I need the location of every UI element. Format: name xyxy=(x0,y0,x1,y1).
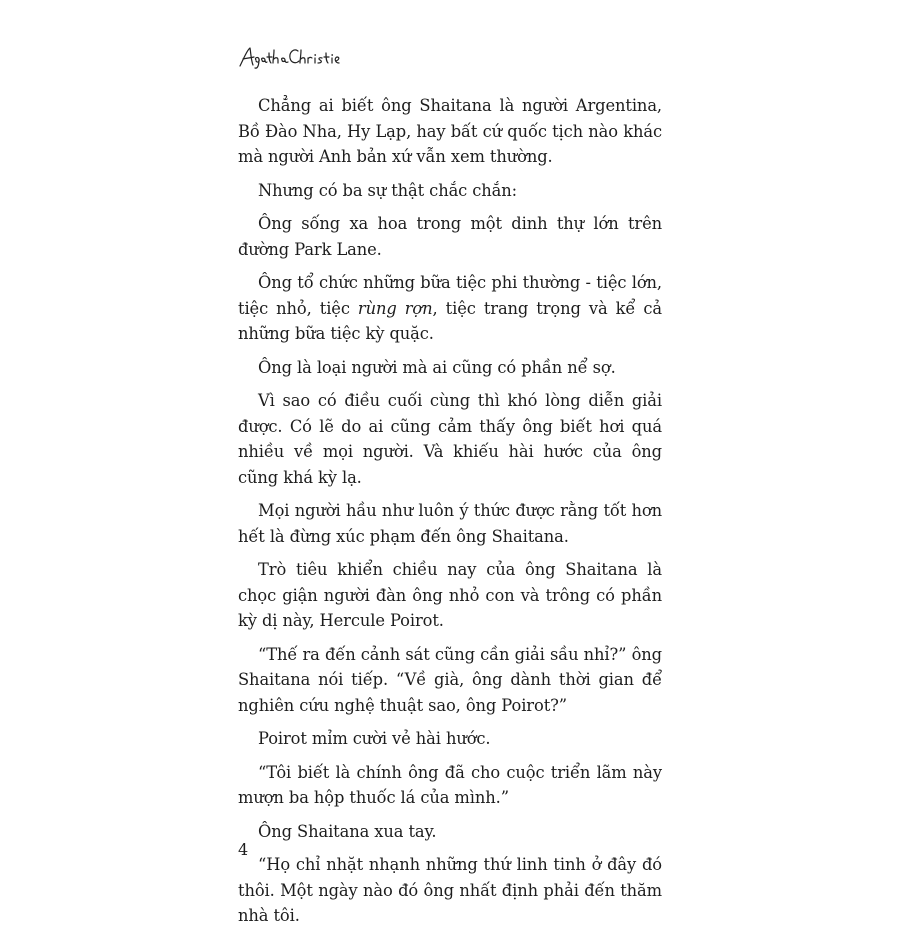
paragraph-text: , tiệc trang trọng và kể cả những bữa tiệc kỳ quặc. xyxy=(238,298,663,343)
agatha-christie-signature-logo xyxy=(238,44,348,70)
italic-phrase: rùng rợn xyxy=(357,298,433,318)
paragraph: “Tôi biết là chính ông đã cho cuộc triển lãm này mượn ba hộp thuốc lá của mình.” xyxy=(238,762,662,807)
paragraph: “Thế ra đến cảnh sát cũng cần giải sầu nhỉ?” ông Shaitana nói tiếp. “Về già, ông dành thời gian để nghiên cứu nghệ thuật sao, ông Poirot?” xyxy=(238,644,662,715)
paragraph: Ông sống xa hoa trong một dinh thự lớn trên đường Park Lane. xyxy=(238,214,662,259)
paragraph: Nhưng có ba sự thật chắc chắn: xyxy=(258,180,518,200)
paragraph: Vì sao có điều cuối cùng thì khó lòng diễn giải được. Có lẽ do ai cũng cảm thấy ông biết hơi quá nhiều về mọi người. Và khiếu hài hước của ông cũng khá kỳ lạ. xyxy=(238,391,662,487)
paragraph: Mọi người hầu như luôn ý thức được rằng tốt hơn hết là đừng xúc phạm đến ông Shaitana. xyxy=(238,501,662,546)
page-number: 4 xyxy=(238,840,249,859)
paragraph: Chẳng ai biết ông Shaitana là người Argentina, Bồ Đào Nha, Hy Lạp, hay bất cứ quốc tịch nào khác mà người Anh bản xứ vẫn xem thường. xyxy=(238,96,662,166)
paragraph-with-italic xyxy=(238,270,662,347)
paragraph-text: Ông tổ chức những bữa tiệc phi thường - tiệc lớn, tiệc nhỏ, tiệc xyxy=(238,273,662,318)
paragraph: Ông là loại người mà ai cũng có phần nể sợ. xyxy=(258,357,616,377)
paragraph: Ông Shaitana xua tay. xyxy=(258,821,437,841)
book-page-body xyxy=(238,93,662,937)
paragraph: Trò tiêu khiển chiều nay của ông Shaitana là chọc giận người đàn ông nhỏ con và trông có phần kỳ dị này, Hercule Poirot. xyxy=(238,560,662,630)
paragraph: “Họ chỉ nhặt nhạnh những thứ linh tinh ở đây đó thôi. Một ngày nào đó ông nhất định phải đến thăm nhà tôi. xyxy=(238,855,662,925)
paragraph: Poirot mỉm cười vẻ hài hước. xyxy=(258,729,491,748)
